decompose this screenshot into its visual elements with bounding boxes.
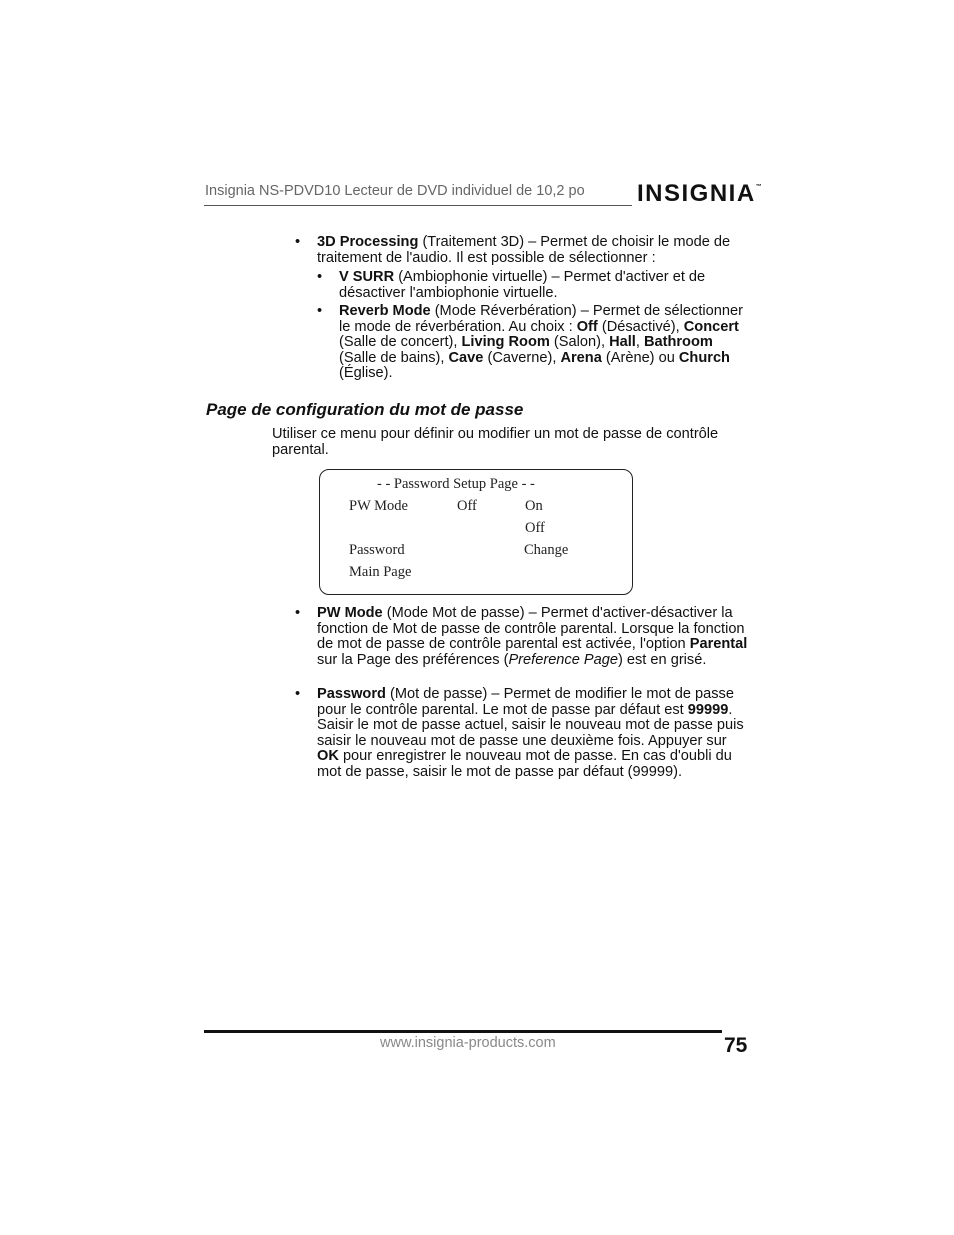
reverb-text: (Salle de bains),	[339, 349, 449, 366]
reverb-text: (Caverne),	[483, 349, 561, 366]
reverb-option: Concert	[683, 318, 739, 335]
reverb-option: Off	[576, 318, 598, 335]
reverb-option: Arena	[560, 349, 602, 366]
reverb-text: (Arène) ou	[601, 349, 679, 366]
subbullet-reverb-mode	[317, 303, 749, 382]
bullet-marker: •	[317, 303, 323, 319]
reverb-option: Church	[678, 349, 730, 366]
bullet-pw-mode	[295, 605, 749, 668]
password-text: pour enregistrer le nouveau mot de passe. En cas d'oubli du mot de passe, saisir le mot de passe par défaut (99999).	[317, 748, 732, 780]
section-intro: Utiliser ce menu pour définir ou modifier un mot de passe de contrôle parental.	[272, 426, 719, 458]
subbullet-v-surr	[317, 269, 749, 301]
password-setup-screen	[319, 469, 633, 595]
term-ok: OK	[317, 748, 339, 765]
term-parental: Parental	[689, 636, 748, 653]
bullet-password	[295, 686, 749, 781]
bullet-marker: •	[295, 234, 301, 250]
bullet-3d-processing	[295, 234, 747, 266]
reverb-text: (Salle de concert),	[339, 334, 462, 351]
pw-mode-text: sur la Page des préférences (	[317, 651, 509, 668]
term-pw-mode: PW Mode	[317, 605, 383, 621]
reverb-text: (Église).	[339, 365, 393, 382]
header-divider	[204, 205, 632, 206]
reverb-text: ,	[635, 334, 644, 351]
section-heading: Page de configuration du mot de passe	[206, 400, 524, 419]
page-number: 75	[724, 1034, 748, 1057]
osd-title: - - Password Setup Page - -	[377, 476, 535, 492]
reverb-text: (Désactivé),	[597, 318, 684, 335]
osd-pw-mode-label: PW Mode	[349, 498, 408, 514]
logo-text: INSIGNIA	[637, 180, 756, 207]
bullet-marker: •	[295, 686, 301, 702]
footer-url: www.insignia-products.com	[380, 1035, 556, 1051]
osd-option-off: Off	[525, 520, 545, 536]
term-reverb-mode: Reverb Mode	[339, 303, 431, 319]
term-preference-page: Preference Page	[508, 651, 618, 668]
osd-password-label: Password	[349, 542, 405, 558]
term-v-surr: V SURR	[339, 269, 395, 285]
term-password: Password	[317, 686, 386, 702]
pw-mode-text: (Mode Mot de passe) – Permet d'activer-désactiver la fonction de Mot de passe de contrôle parental. Lorsque la fonction de mot de passe de contrôle parental est activée, l'option	[317, 605, 745, 653]
reverb-option: Cave	[448, 349, 484, 366]
bullet-marker: •	[317, 269, 323, 285]
password-text: (Mot de passe) – Permet de modifier le mot de passe pour le contrôle parental. Le mot de passe par défaut est	[317, 686, 734, 718]
term-3d-processing: 3D Processing	[317, 234, 419, 250]
pw-mode-text: ) est en grisé.	[617, 651, 707, 668]
osd-pw-mode-value: Off	[457, 498, 477, 514]
reverb-option: Hall	[609, 334, 636, 351]
trademark-mark: ™	[755, 184, 762, 190]
footer-divider	[204, 1030, 722, 1033]
osd-option-on: On	[525, 498, 543, 514]
desc-3d-processing: (Traitement 3D) – Permet de choisir le mode de traitement de l'audio. Il est possible de sélectionner :	[317, 234, 731, 266]
bullet-marker: •	[295, 605, 301, 621]
osd-password-change: Change	[524, 542, 569, 558]
reverb-option: Living Room	[461, 334, 550, 351]
password-text: . Saisir le mot de passe actuel, saisir le nouveau mot de passe puis saisir le nouveau mot de passe une deuxième fois. Appuyer sur	[317, 701, 744, 749]
reverb-text: (Mode Réverbération) – Permet de sélectionner le mode de réverbération. Au choix :	[339, 303, 743, 335]
header-title: Insignia NS-PDVD10 Lecteur de DVD individuel de 10,2 po	[205, 183, 585, 199]
desc-v-surr: (Ambiophonie virtuelle) – Permet d'activer et de désactiver l'ambiophonie virtuelle.	[339, 269, 706, 301]
osd-main-page: Main Page	[349, 564, 412, 580]
reverb-text: (Salon),	[549, 334, 610, 351]
reverb-option: Bathroom	[643, 334, 713, 351]
default-password: 99999	[687, 701, 729, 718]
insignia-logo	[637, 180, 762, 208]
